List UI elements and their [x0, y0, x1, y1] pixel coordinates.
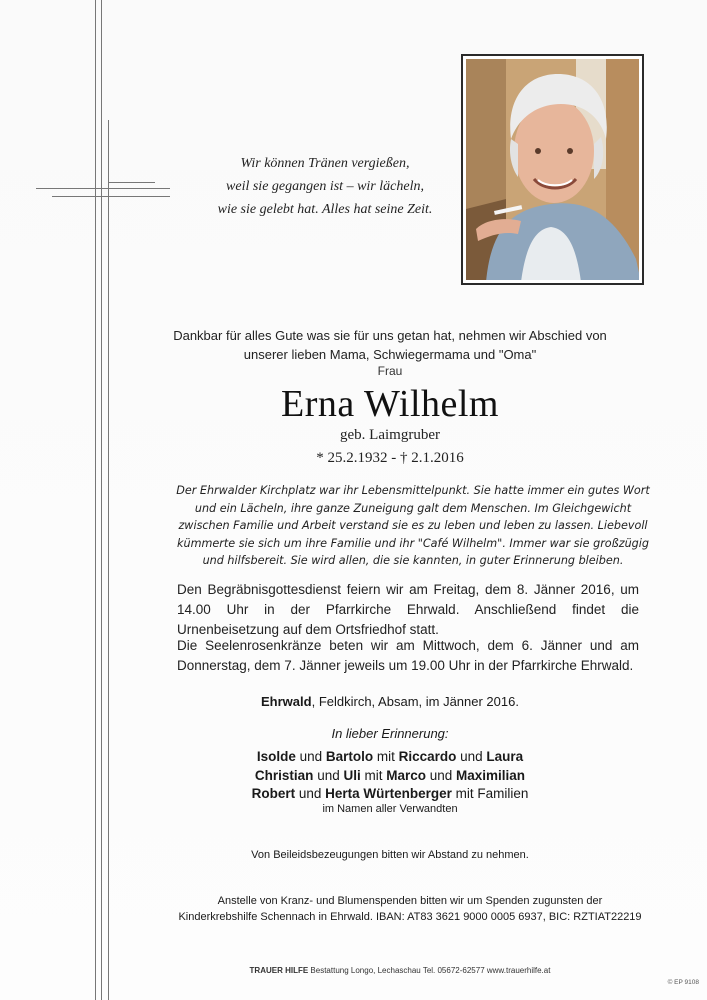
quote-line: weil sie gegangen ist – wir lächeln, — [226, 179, 424, 194]
cross-line — [108, 120, 109, 1000]
family-connector: und — [295, 786, 326, 801]
family-member: Maximilian — [456, 767, 526, 783]
cross-line — [101, 0, 102, 1000]
intro-line: Dankbar für alles Gute was sie für uns getan hat, nehmen wir Abschied von — [173, 328, 607, 343]
bio-line: und hilfsbereit. Sie wird allen, die sie kannten, in guter Erinnerung bleiben. — [202, 554, 624, 567]
print-code: © EP 9108 — [667, 979, 699, 986]
quote-line: wie sie gelebt hat. Alles hat seine Zeit. — [217, 202, 433, 217]
cross-line — [36, 188, 170, 189]
bio-line: zwischen Familie und Arbeit verstand sie es zu leben und leben zu lassen. Liebevoll — [178, 519, 648, 532]
in-memory-heading: In lieber Erinnerung: — [331, 726, 449, 741]
family-connector: und — [426, 767, 457, 783]
family-line — [150, 785, 630, 804]
family-member: Bartolo — [325, 749, 374, 764]
footer — [150, 966, 650, 975]
family-connector: mit — [360, 767, 387, 783]
footer-brand: TRAUER HILFE — [249, 966, 309, 975]
salutation: Frau — [377, 364, 403, 378]
family-member: Herta Würtenberger — [325, 786, 452, 801]
cross-line — [95, 0, 96, 1000]
family-member: Laura — [486, 749, 524, 764]
memorial-quote — [205, 152, 445, 221]
family-member: Marco — [386, 767, 426, 783]
family-member: Riccardo — [398, 749, 457, 764]
bio-line: Der Ehrwalder Kirchplatz war ihr Lebensmittelpunkt. Sie hatte immer ein gutes Wort — [176, 484, 650, 497]
intro-line: unserer lieben Mama, Schwiegermama und "Oma" — [243, 347, 537, 362]
donation-line: Anstelle von Kranz- und Blumenspenden bitten wir um Spenden zugunsten der — [217, 895, 603, 907]
funeral-info: Den Begräbnisgottesdienst feiern wir am Freitag, dem 8. Jänner 2016, um 14.00 Uhr in der Pfarrkirche Ehrwald. Anschließend findet die Urnenbeisetzung auf dem Ortsfriedhof statt. — [177, 582, 639, 637]
portrait-photo — [466, 59, 639, 280]
cross-line — [95, 194, 96, 414]
family-list — [150, 748, 630, 804]
biography — [175, 482, 651, 570]
family-connector: mit — [373, 749, 399, 764]
cross-line — [108, 182, 155, 183]
donation-note — [160, 893, 660, 925]
family-member: Uli — [343, 767, 361, 783]
portrait-frame — [461, 54, 644, 285]
family-connector: und — [295, 749, 326, 764]
deceased-name: Erna Wilhelm — [281, 383, 499, 425]
family-member: Christian — [254, 767, 314, 783]
family-line — [150, 767, 630, 786]
family-member: Robert — [251, 786, 296, 801]
donation-line: Kinderkrebshilfe Schennach in Ehrwald. IBAN: AT83 3621 9000 0005 6937, BIC: RZTIAT22219 — [178, 911, 642, 923]
birth-name: geb. Laimgruber — [340, 427, 440, 443]
life-dates: * 25.2.1932 - † 2.1.2016 — [316, 450, 464, 466]
family-connector: und — [313, 767, 344, 783]
family-connector: und — [456, 749, 487, 764]
family-connector: mit Familien — [451, 786, 529, 801]
bio-line: kümmerte sie sich um ihre Familie und ihr "Café Wilhelm". Immer war sie großzügig — [177, 536, 649, 550]
footer-text: Bestattung Longo, Lechaschau Tel. 05672-62577 www.trauerhilfe.at — [308, 966, 551, 975]
portrait-illustration — [466, 59, 639, 280]
relatives-note: im Namen aller Verwandten — [322, 803, 458, 815]
place-date — [150, 694, 630, 709]
place-rest: , Feldkirch, Absam, im Jänner 2016. — [311, 694, 519, 709]
cross-line — [52, 196, 170, 197]
family-line — [150, 748, 630, 767]
place-bold: Ehrwald — [261, 694, 312, 709]
condolence-note: Von Beileidsbezeugungen bitten wir Abstand zu nehmen. — [251, 849, 529, 861]
family-member: Isolde — [256, 749, 296, 764]
quote-line: Wir können Tränen vergießen, — [240, 156, 410, 171]
rosary-info: Die Seelenrosenkränze beten wir am Mittwoch, dem 6. Jänner und am Donnerstag, dem 7. Jänner jeweils um 19.00 Uhr in der Pfarrkirche Ehrwald. — [177, 638, 639, 673]
bio-line: und ein Lächeln, ihre ganze Zuneigung galt dem Menschen. Im Gleichgewicht — [194, 501, 632, 515]
intro-text — [150, 326, 630, 364]
